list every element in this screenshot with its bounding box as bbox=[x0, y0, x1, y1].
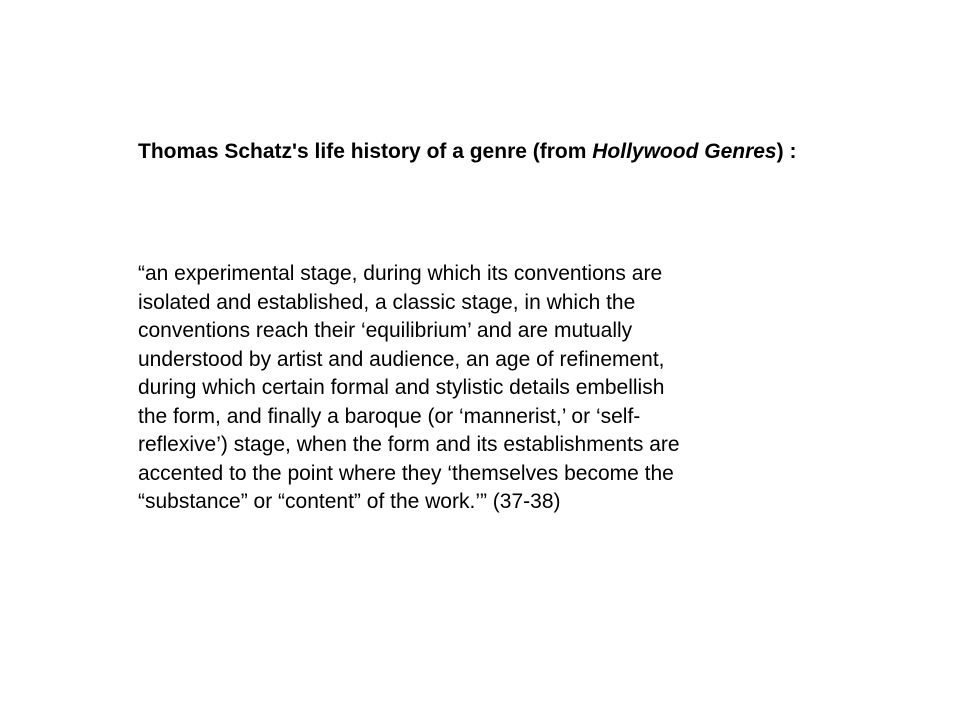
quote-line: “substance” or “content” of the work.’” (37-38) bbox=[138, 490, 561, 513]
schatz-quote bbox=[138, 260, 838, 517]
quote-line: accented to the point where they ‘themselves become the bbox=[138, 461, 674, 485]
quote-line: during which certain formal and stylistic details embellish bbox=[138, 376, 665, 399]
book-title: Hollywood Genres bbox=[592, 140, 777, 163]
quote-line: conventions reach their ‘equilibrium’ and are mutually bbox=[138, 319, 633, 342]
slide-heading bbox=[138, 136, 838, 168]
quote-line: “an experimental stage, during which its conventions are bbox=[138, 262, 663, 285]
quote-line: understood by artist and audience, an age of refinement, bbox=[138, 347, 665, 371]
quote-line: reflexive’) stage, when the form and its establishments are bbox=[138, 433, 680, 456]
quote-line: the form, and finally a baroque (or ‘mannerist,’ or ‘self- bbox=[138, 404, 641, 428]
heading-prefix: Thomas Schatz's life history of a genre (from bbox=[138, 140, 593, 163]
quote-line: isolated and established, a classic stage, in which the bbox=[138, 290, 636, 314]
heading-suffix: ) : bbox=[776, 140, 797, 163]
